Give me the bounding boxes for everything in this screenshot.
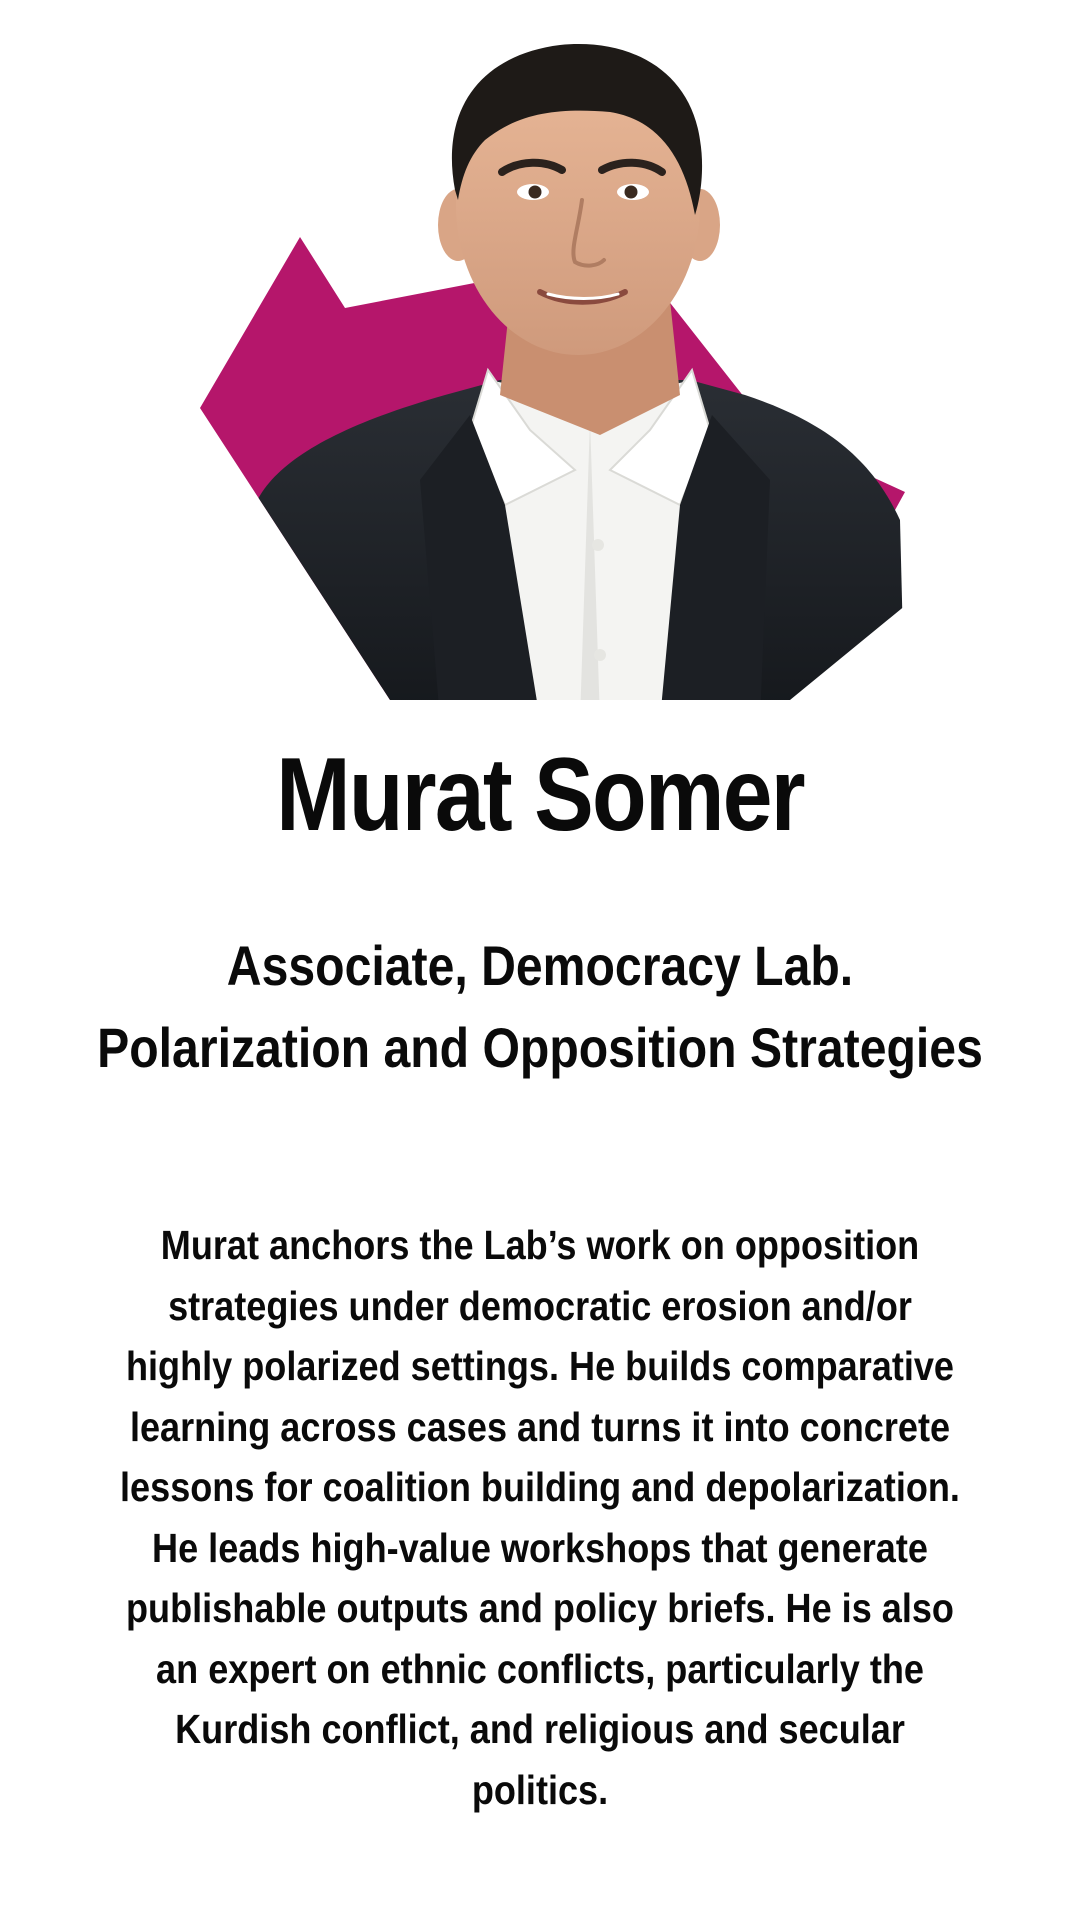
bio-line: Murat anchors the Lab’s work on opposition [160,1222,920,1268]
portrait-illustration [0,0,1080,720]
role-title [76,925,1005,1089]
role-line: Polarization and Opposition Strategies [97,1016,983,1079]
bio-line: strategies under democratic erosion and/or [168,1282,912,1329]
bio-line: an expert on ethnic conflicts, particularly the [156,1645,924,1692]
bio-line: lessons for coalition building and depolarization. [120,1464,960,1510]
bio-line: politics. [471,1766,609,1813]
bio-line: highly polarized settings. He builds comparative [125,1343,954,1389]
bio-line: He leads high-value workshops that generate [152,1524,928,1571]
bio-line: learning across cases and turns it into concrete [129,1403,951,1450]
bio-line: Kurdish conflict, and religious and secular [175,1706,905,1752]
person-name: Murat Somer [276,737,804,853]
bio-line: publishable outputs and policy briefs. He is also [126,1585,954,1631]
portrait-area [0,0,1080,720]
bio-text [118,1215,963,1820]
role-line: Associate, Democracy Lab. [226,934,854,997]
